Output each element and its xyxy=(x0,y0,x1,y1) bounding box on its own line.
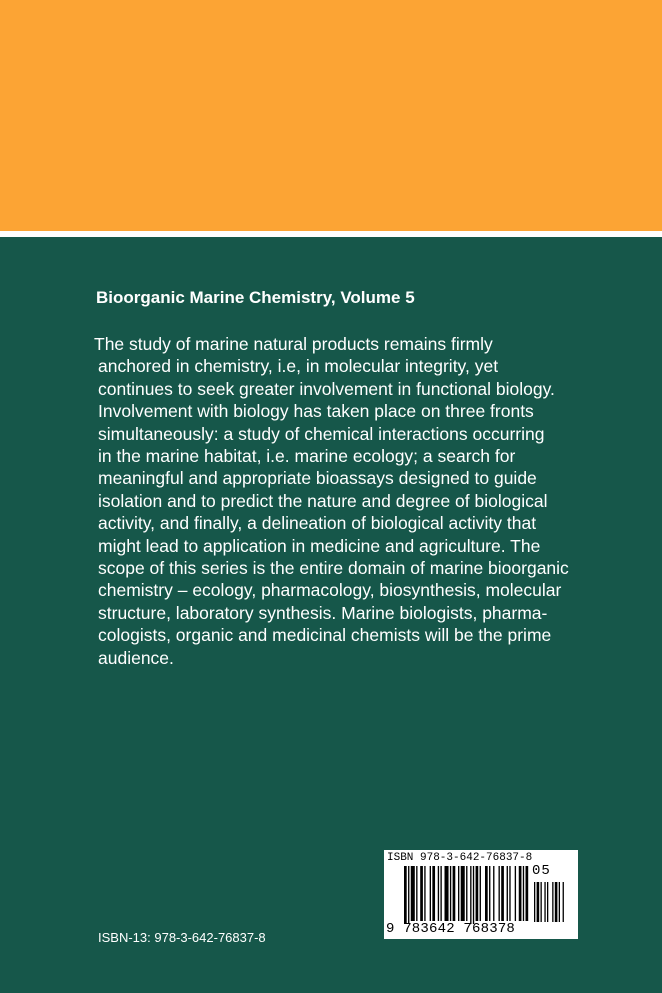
barcode-bar xyxy=(493,866,494,921)
barcode-bar xyxy=(450,866,451,921)
barcode-digits: 9 783642 768378 xyxy=(386,921,516,937)
barcode-bar xyxy=(440,866,441,921)
barcode-bar xyxy=(485,866,488,921)
barcode-addon-bar xyxy=(559,882,560,922)
description-line: cologists, organic and medicinal chemists will be the prime xyxy=(98,625,552,646)
barcode-bar xyxy=(461,866,465,921)
barcode-addon-bar xyxy=(541,882,542,922)
description-line: in the marine habitat, i.e. marine ecology; a search for xyxy=(98,446,516,467)
barcode-bar xyxy=(438,866,439,921)
barcode-bar xyxy=(411,866,415,921)
barcode-bar xyxy=(408,866,409,924)
barcode-bar xyxy=(445,866,449,921)
description-line: activity, and finally, a delineation of biological activity that xyxy=(98,513,537,534)
barcode-bar xyxy=(519,866,522,921)
barcode-addon-bar xyxy=(544,882,545,922)
series-title: Bioorganic Marine Chemistry, Volume 5 xyxy=(96,288,415,307)
barcode-bar xyxy=(507,866,508,921)
barcode-isbn-text: ISBN 978-3-642-76837-8 xyxy=(387,852,533,864)
barcode-bar xyxy=(416,866,417,921)
barcode-addon-digits: 05 xyxy=(532,863,551,879)
barcode-addon-bar xyxy=(537,882,540,922)
description-line: simultaneously: a study of chemical interactions occurring xyxy=(98,423,545,444)
barcode-bar xyxy=(470,866,471,924)
barcode-bar xyxy=(480,866,481,921)
barcode-bar xyxy=(430,866,431,921)
description-text xyxy=(94,333,634,669)
barcode-addon-bar xyxy=(552,882,553,922)
description-line: anchored in chemistry, i.e, in molecular integrity, yet xyxy=(98,356,499,377)
barcode-bar xyxy=(420,866,423,921)
barcode-bar xyxy=(458,866,459,921)
top-color-band xyxy=(0,0,662,231)
barcode-bar xyxy=(523,866,524,921)
barcode-bar xyxy=(515,866,516,921)
description-line: isolation and to predict the nature and degree of biological xyxy=(98,490,548,511)
description-line: Involvement with biology has taken place on three fronts xyxy=(98,401,534,422)
barcode-addon-bar xyxy=(563,882,564,922)
barcode-bar xyxy=(499,866,500,921)
description-line: audience. xyxy=(98,647,174,668)
description-line: The study of marine natural products remains firmly xyxy=(94,334,493,354)
barcode-panel xyxy=(384,850,578,939)
barcode-bar xyxy=(501,866,504,921)
barcode-bar xyxy=(509,866,510,921)
barcode-bar xyxy=(432,866,435,921)
barcode-bar xyxy=(404,866,407,924)
barcode-bar xyxy=(453,866,456,921)
barcode-bar xyxy=(424,866,425,921)
description-line: chemistry – ecology, pharmacology, biosynthesis, molecular xyxy=(98,580,562,601)
description-line: meaningful and appropriate bioassays designed to guide xyxy=(98,468,537,489)
barcode-bar xyxy=(476,866,479,921)
barcode-bar xyxy=(466,866,467,921)
barcode-bar xyxy=(473,866,474,924)
barcode-addon-bar xyxy=(534,882,535,922)
barcode-addon-bar xyxy=(555,882,558,922)
barcode-addon-bar xyxy=(547,882,548,922)
isbn-13-label: ISBN-13: 978-3-642-76837-8 xyxy=(98,930,266,945)
description-line: scope of this series is the entire domain of marine bioorganic xyxy=(98,558,569,579)
barcode-bar xyxy=(489,866,490,921)
description-line: continues to seek greater involvement in functional biology. xyxy=(98,378,555,399)
barcode-bar xyxy=(526,866,529,921)
description-line: structure, laboratory synthesis. Marine biologists, pharma- xyxy=(98,602,548,623)
description-line: might lead to application in medicine and agriculture. The xyxy=(98,535,541,556)
